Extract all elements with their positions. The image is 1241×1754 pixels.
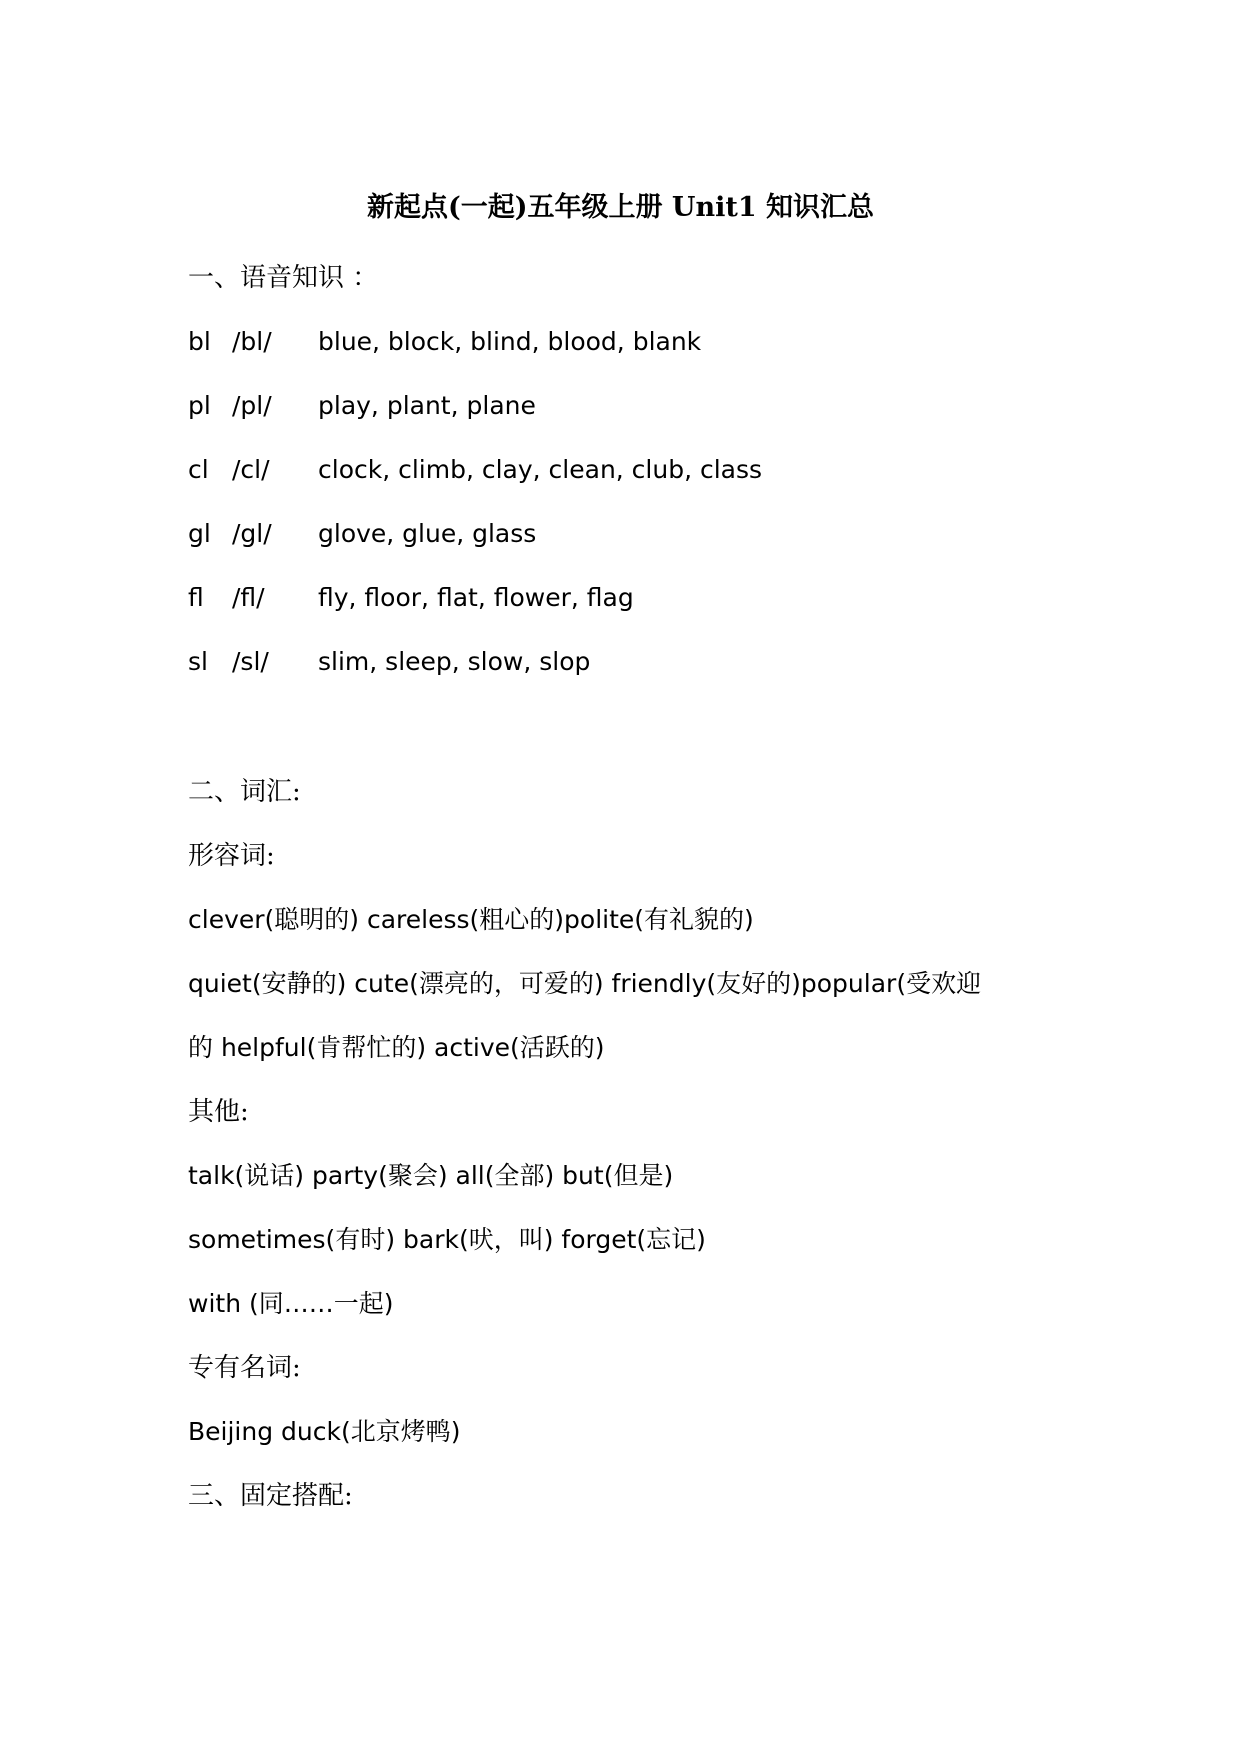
phonics-letters: bl	[188, 327, 211, 356]
phonics-words: clock, climb, clay, clean, club, class	[318, 455, 763, 484]
vocabulary-line: sometimes(有时) bark(吠，叫) forget(忘记)	[188, 1225, 706, 1254]
phonics-letters: gl	[188, 519, 211, 548]
others-label: 其他:	[188, 1097, 249, 1127]
section1-heading: 一、语音知识 ：	[188, 263, 379, 293]
phonics-ipa: /bl/	[232, 327, 272, 356]
vocabulary-line: talk(说话) party(聚会) all(全部) but(但是)	[188, 1161, 674, 1190]
phonics-ipa: /sl/	[232, 647, 269, 676]
phonics-ipa: /pl/	[232, 391, 272, 420]
phonics-ipa: /fl/	[232, 583, 265, 612]
document-title: 新起点(一起)五年级上册 Unit1 知识汇总	[366, 192, 875, 223]
phonics-words: slim, sleep, slow, slop	[318, 647, 591, 676]
phonics-ipa: /gl/	[232, 519, 272, 548]
phonics-letters: sl	[188, 647, 208, 676]
phonics-letters: cl	[188, 455, 209, 484]
proper-nouns-label: 专有名词:	[188, 1353, 301, 1383]
phonics-ipa: /cl/	[232, 455, 270, 484]
vocabulary-line: quiet(安静的) cute(漂亮的，可爱的) friendly(友好的)popular(受欢迎	[188, 969, 982, 998]
phonics-letters: fl	[188, 583, 204, 612]
section2-heading: 二、词汇:	[188, 777, 301, 807]
vocabulary-line: clever(聪明的) careless(粗心的)polite(有礼貌的)	[188, 905, 754, 934]
vocabulary-line: 的 helpful(肯帮忙的) active(活跃的)	[188, 1033, 605, 1062]
phonics-words: fly, floor, flat, flower, flag	[318, 583, 634, 612]
phonics-words: play, plant, plane	[318, 391, 536, 420]
phonics-letters: pl	[188, 391, 211, 420]
section3-heading: 三、固定搭配:	[188, 1481, 353, 1511]
vocabulary-line: with (同……一起)	[188, 1289, 394, 1318]
phonics-words: glove, glue, glass	[318, 519, 537, 548]
adjectives-label: 形容词:	[188, 841, 275, 871]
vocabulary-line: Beijing duck(北京烤鸭)	[188, 1417, 461, 1446]
phonics-words: blue, block, blind, blood, blank	[318, 327, 702, 356]
